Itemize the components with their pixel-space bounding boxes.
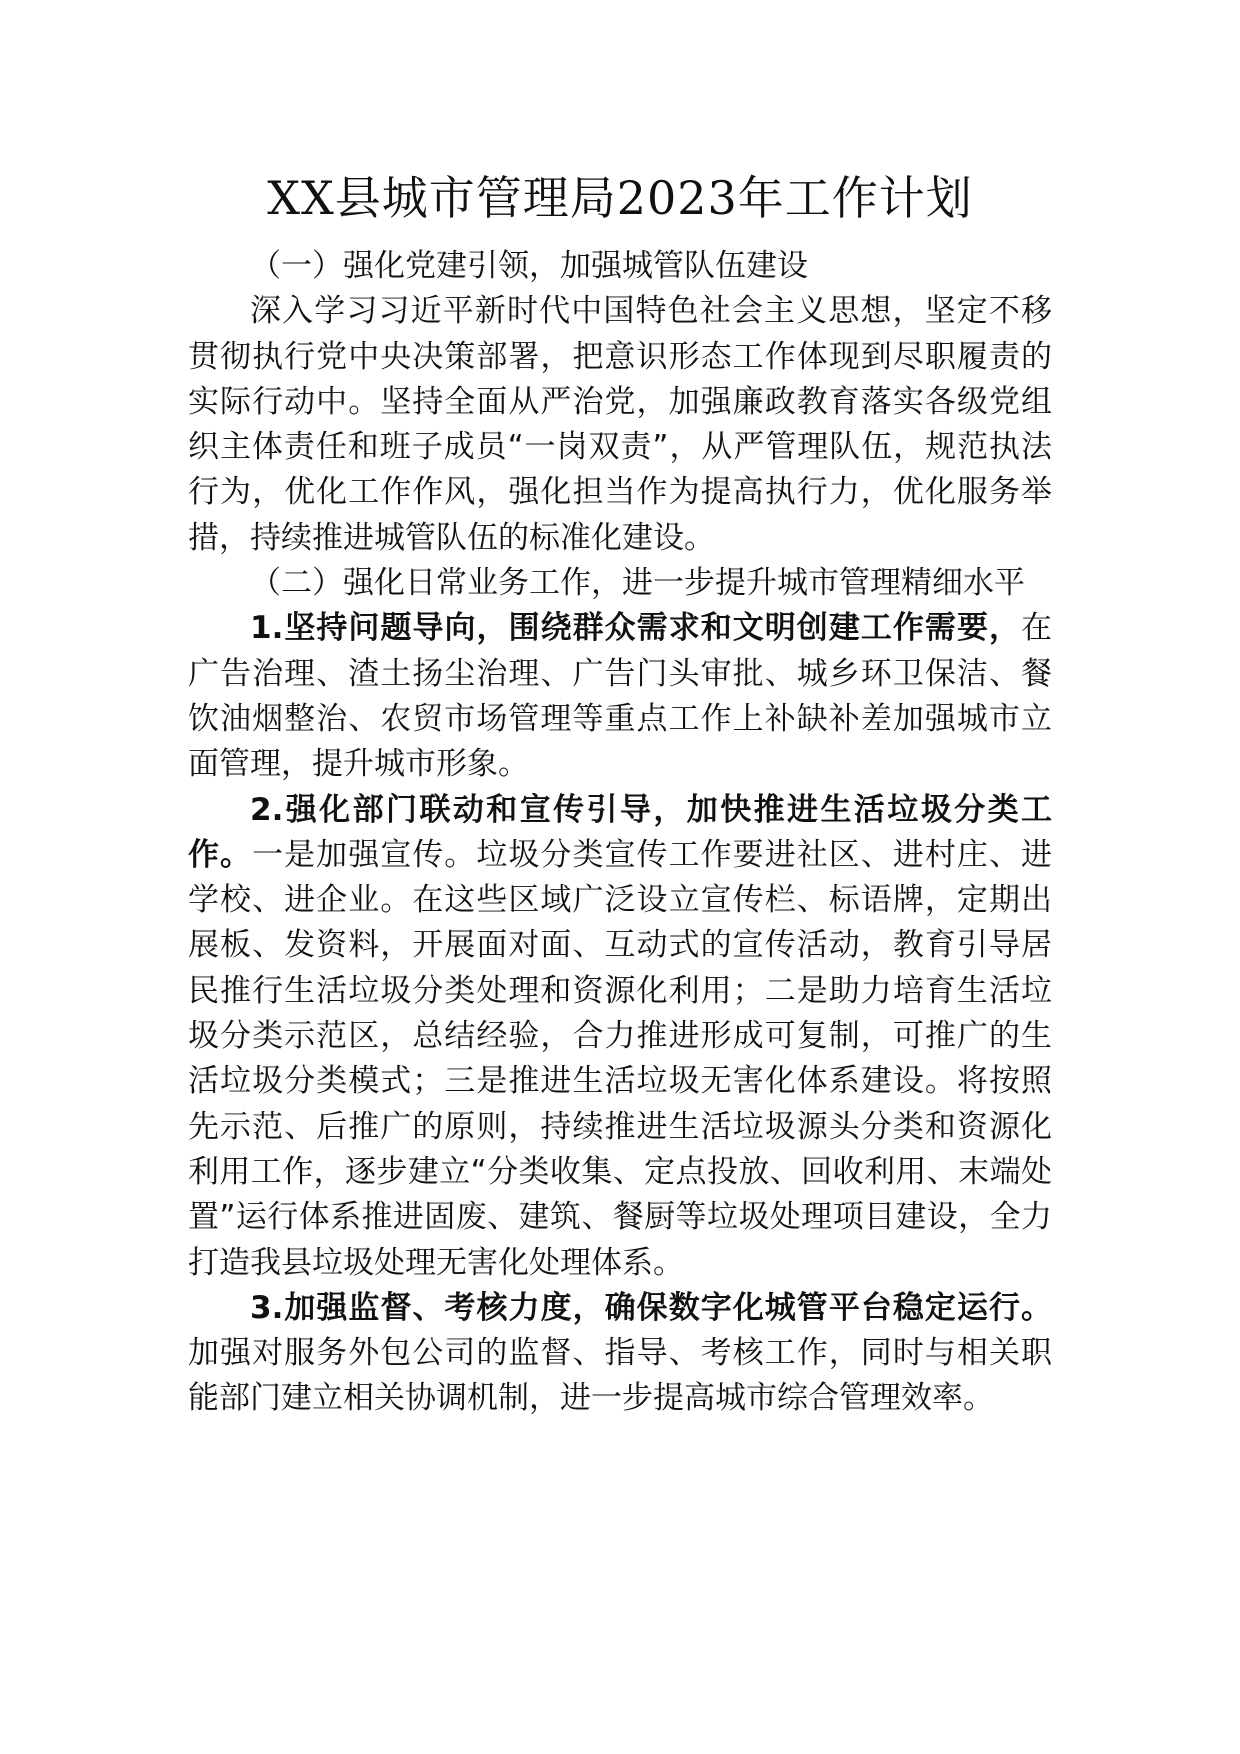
section-2-item-2 [188,788,1052,1286]
section-2-heading: （二）强化日常业务工作，进一步提升城市管理精细水平 [250,565,1025,602]
section-2-item-3-text: 加强对服务外包公司的监督、指导、考核工作，同时与相关职能部门建立相关协调机制，进一步提高城市综合管理效率。 [188,1335,1052,1417]
section-1-paragraph-1: 深入学习习近平新时代中国特色社会主义思想，坚定不移贯彻执行党中央决策部署，把意识形态工作体现到尽职履责的实际行动中。坚持全面从严治党，加强廉政教育落实各级党组织主体责任和班子成员“一岗双责”，从严管理队伍，规范执法行为，优化工作作风，强化担当作为提高执行力，优化服务举措，持续推进城管队伍的标准化建设。 [188,293,1052,556]
document-body [188,244,1052,1422]
section-2-item-1-text: 在广告治理、渣土扬尘治理、广告门头审批、城乡环卫保洁、餐饮油烟整治、农贸市场管理等重点工作上补缺补差加强城市立面管理，提升城市形象。 [188,610,1052,783]
section-2-item-2-text: 一是加强宣传。垃圾分类宣传工作要进社区、进村庄、进学校、进企业。在这些区域广泛设立宣传栏、标语牌，定期出展板、发资料，开展面对面、互动式的宣传活动，教育引导居民推行生活垃圾分类处理和资源化利用；二是助力培育生活垃圾分类示范区，总结经验，合力推进形成可复制，可推广的生活垃圾分类模式；三是推进生活垃圾无害化体系建设。将按照先示范、后推广的原则，持续推进生活垃圾源头分类和资源化利用工作，逐步建立“分类收集、定点投放、回收利用、末端处置”运行体系推进固废、建筑、餐厨等垃圾处理项目建设，全力打造我县垃圾处理无害化处理体系。 [188,836,1052,1281]
section-2-item-1 [188,606,1052,787]
section-2-item-3-lead: 3.加强监督、考核力度，确保数字化城管平台稳定运行。 [250,1289,1052,1326]
section-2-item-3 [188,1286,1052,1422]
document-title: XX县城市管理局2023年工作计划 [267,171,973,225]
section-1-heading: （一）强化党建引领，加强城管队伍建设 [250,248,808,284]
section-2-item-2-lead: 2.强化部门联动和宣传引导，加快推进生活垃圾分类工作。 [188,791,1052,873]
section-2-item-1-lead: 1.坚持问题导向，围绕群众需求和文明创建工作需要， [250,610,1021,647]
